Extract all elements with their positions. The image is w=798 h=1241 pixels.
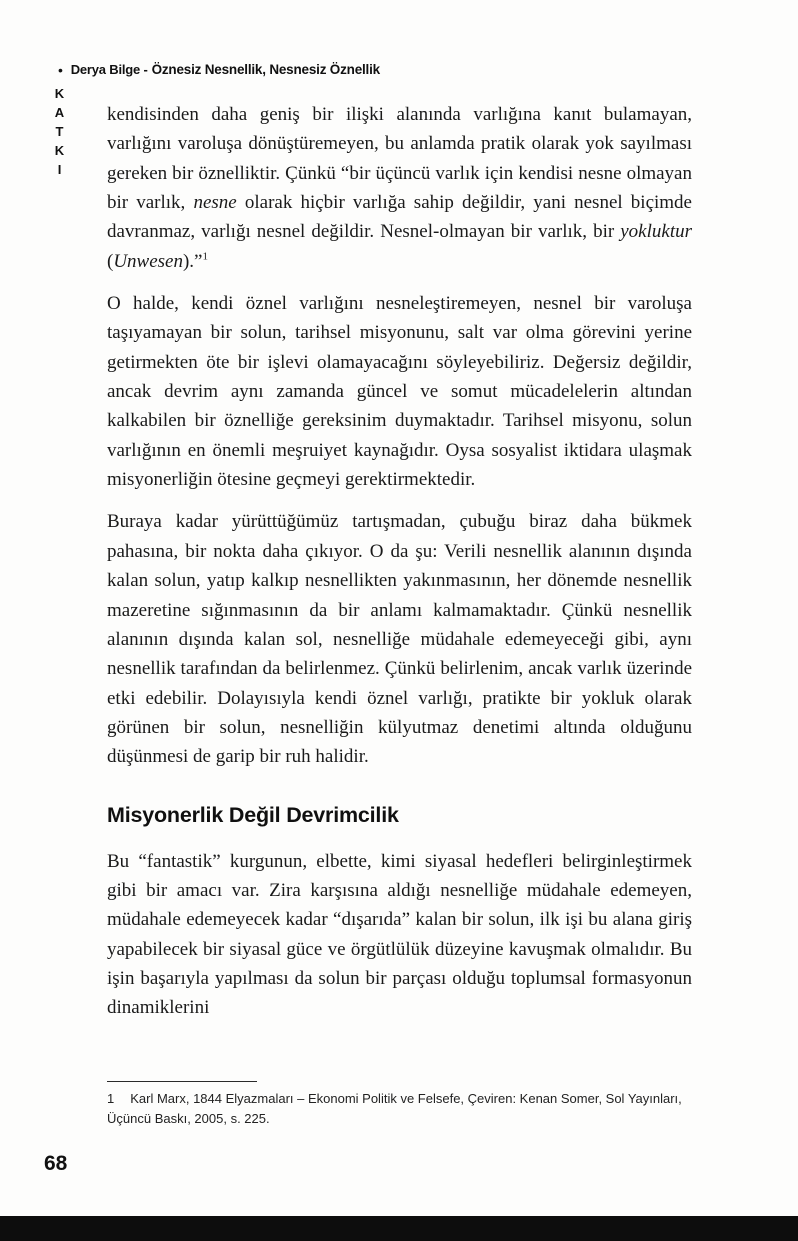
header-title: Öznesiz Nesnellik, Nesnesiz Öznellik <box>151 62 380 77</box>
footnote-text-line <box>107 1089 692 1128</box>
body-text: kendisinden daha geniş bir ilişki alanında varlığına kanıt bulamayan, varlığını varoluşa dönüştüremeyen, bu anlamda pratik olarak yok sayılması gereken bir öznelliktir. Çünkü “bir üçüncü varlık için kendisi nesne olmayan bir varlık, <box>107 104 692 214</box>
footnote-reference: 1 <box>202 250 208 263</box>
italic-text: Unwesen <box>113 250 183 272</box>
bullet-icon: • <box>58 62 63 78</box>
header-author: Derya Bilge - <box>70 62 148 77</box>
body-text: ( <box>107 250 114 272</box>
section-heading: Misyonerlik Değil Devrimcilik <box>107 802 399 827</box>
italic-text: yokluktur <box>620 221 692 243</box>
italic-text: nesne <box>193 192 237 214</box>
body-text: olarak hiçbir varlığa sahip değildir, yani nesnel biçimde davranmaz, varlığı nesnel değildir. Nesnel-olmayan bir varlık, bir <box>107 192 692 243</box>
body-text: Bu “fantastik” kurgunun, elbette, kimi siyasal hedefleri belirginleştirmek gibi bir amacı var. Zira karşısına aldığı nesnelliğe müdahale edemeyen, müdahale edemeyecek kadar “dışarıda” kalan bir solun, ilk işi bu alana giriş yapabilecek bir siyasal güce ve örgütlülük düzeyine kavuşmak olmalıdır. Bu işin başarıyla yapılması da solun bir parçası olduğu toplumsal formasyonun dinamiklerini <box>107 850 692 1019</box>
body-text: ).” <box>182 250 203 272</box>
sidebar-vertical-label: KATKI <box>52 86 67 181</box>
footnote-text: Karl Marx, 1844 Elyazmaları – Ekonomi Politik ve Felsefe, Çeviren: Kenan Somer, Sol Yayınları, Üçüncü Baskı, 2005, s. 225. <box>107 1091 682 1126</box>
paragraph <box>107 100 692 276</box>
body-text: Buraya kadar yürüttüğümüz tartışmadan, çubuğu biraz daha bükmek pahasına, bir nokta daha çıkıyor. O da şu: Verili nesnellik alanının dışında kalan solun, yatıp kalkıp nesnellikten yakınmasının, her dönemde nesnellik mazeretine sığınmasının da bir anlamı kalmamaktadır. Çünkü nesnellik alanının dışında kalan sol, nesnelliğe müdahale edemeyeceği gibi, aynı nesnellik tarafından da belirlenmez. Çünkü belirlenim, ancak varlık üzerinde etki edebilir. Dolayısıyla kendi öznel varlığı, pratikte bir yokluk olarak görünen bir solun, nesnelliğin külyutmaz denetimi altında olduğunu düşünmesi de garip bir ruh halidir. <box>107 511 692 768</box>
paragraph <box>107 289 692 494</box>
footnote-rule <box>107 1081 257 1082</box>
body-blocks <box>107 100 692 1036</box>
paragraph <box>107 507 692 771</box>
page-number: 68 <box>44 1152 68 1175</box>
footnote <box>107 1081 692 1128</box>
footnote-number: 1 <box>107 1091 115 1106</box>
running-header <box>58 62 380 78</box>
paragraph <box>107 847 692 1023</box>
bottom-scan-bar <box>0 1216 798 1241</box>
body-text: O halde, kendi öznel varlığını nesneleştiremeyen, nesnel bir varoluşa taşıyamayan bir solun, tarihsel misyonunu, salt var olma görevini yerine getirmekten öte bir işlevi olamayacağını söyleyebiliriz. Değersiz değildir, ancak devrim aynı zamanda güncel ve somut mücadelelerin altından kalkabilen bir öznelliğe gereksinim duymaktadır. Tarihsel misyonu, solun varlığının en önemli meşruiyet kaynağıdır. Oysa sosyalist iktidara ulaşmak misyonerliğin ötesine geçmeyi gerektirmektedir. <box>107 293 692 491</box>
